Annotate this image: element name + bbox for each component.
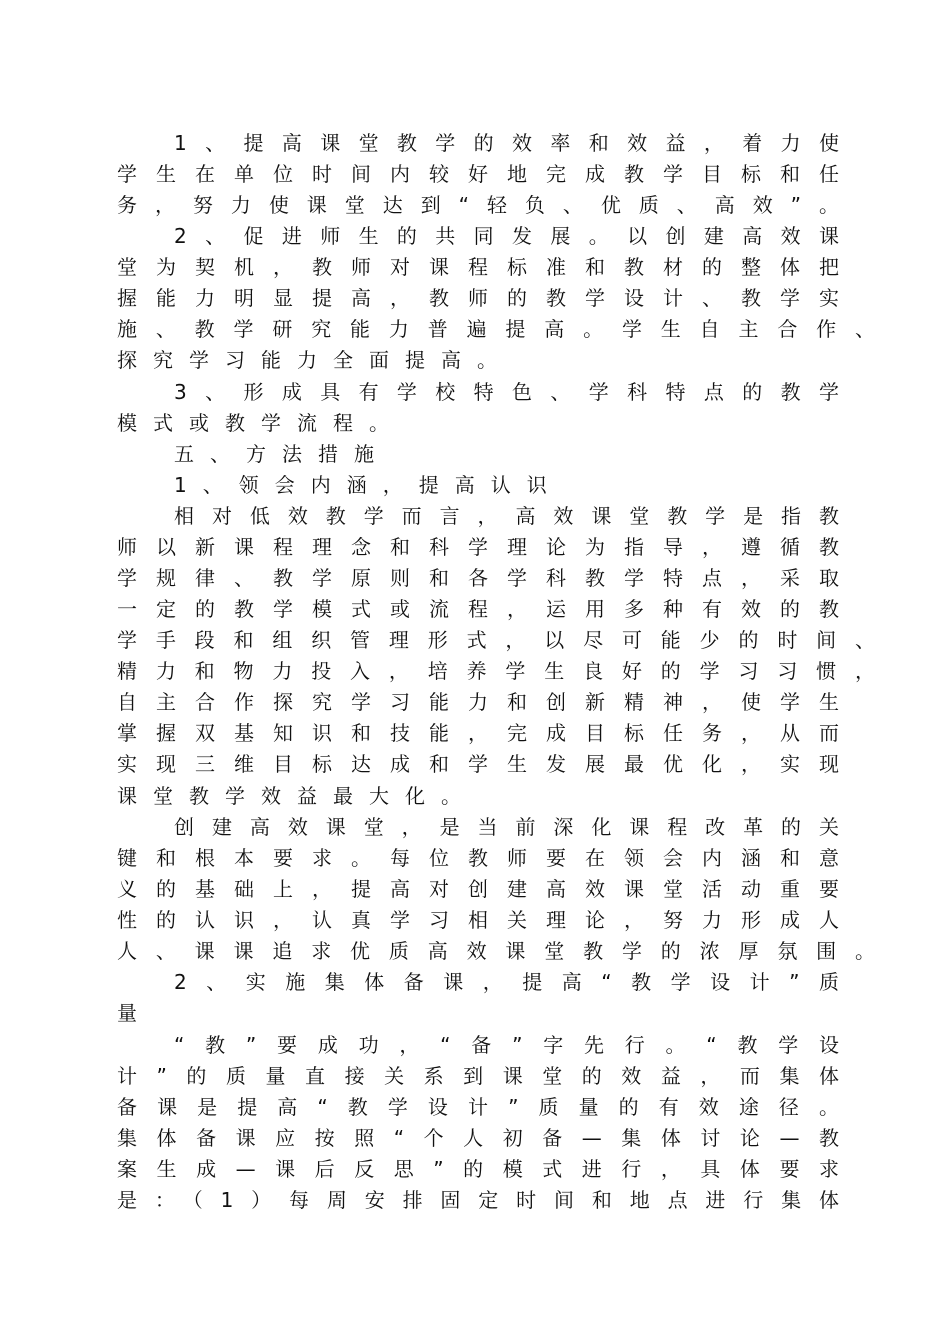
text-line: 精力和物力投入，培养学生良好的学习习惯， — [117, 659, 875, 683]
text-line: 备课是提高“教学设计”质量的有效途径。 — [117, 1095, 839, 1119]
text-line: 握能力明显提高，教师的教学设计、教学实 — [117, 286, 839, 310]
text-line: 人、课课追求优质高效课堂教学的浓厚氛围。 — [117, 939, 875, 963]
text-line: 1、提高课堂教学的效率和效益，着力使 — [174, 131, 839, 155]
section-heading: 五、方法措施 — [174, 442, 390, 466]
text-line: 掌握双基知识和技能，完成目标任务，从而 — [117, 721, 839, 745]
text-line: 相对低效教学而言，高效课堂教学是指教 — [174, 504, 839, 528]
text-line: 实现三维目标达成和学生发展最优化，实现 — [117, 752, 839, 776]
text-line: 探究学习能力全面提高。 — [117, 348, 513, 372]
text-line: 施、教学研究能力普遍提高。学生自主合作、 — [117, 317, 875, 341]
text-line: 学生在单位时间内较好地完成教学目标和任 — [117, 162, 839, 186]
text-line: 学规律、教学原则和各学科教学特点，采取 — [117, 566, 839, 590]
subsection-heading: 1、领会内涵，提高认识 — [174, 473, 563, 497]
text-line: 集体备课应按照“个人初备—集体讨论—教 — [117, 1126, 839, 1150]
text-line: 模式或教学流程。 — [117, 411, 405, 435]
text-line: 创建高效课堂，是当前深化课程改革的关 — [174, 815, 839, 839]
text-line: 义的基础上，提高对创建高效课堂活动重要 — [117, 877, 839, 901]
text-line: 课堂教学效益最大化。 — [117, 784, 477, 808]
text-line: 2、促进师生的共同发展。以创建高效课 — [174, 224, 839, 248]
text-line: 键和根本要求。每位教师要在领会内涵和意 — [117, 846, 839, 870]
text-line: 学手段和组织管理形式，以尽可能少的时间、 — [117, 628, 875, 652]
text-line: 案生成—课后反思”的模式进行，具体要求 — [117, 1157, 839, 1181]
text-line: 3、形成具有学校特色、学科特点的教学 — [174, 380, 839, 404]
text-line: 是：（1）每周安排固定时间和地点进行集体 — [117, 1188, 839, 1212]
text-line: 师以新课程理念和科学理论为指导，遵循教 — [117, 535, 839, 559]
text-line: 量 — [117, 1001, 151, 1025]
text-line: 务，努力使课堂达到“轻负、优质、高效”。 — [117, 193, 839, 217]
text-line: 性的认识，认真学习相关理论，努力形成人 — [117, 908, 839, 932]
text-line: 一定的教学模式或流程，运用多种有效的教 — [117, 597, 839, 621]
text-line: 自主合作探究学习能力和创新精神，使学生 — [117, 690, 839, 714]
text-line: “教”要成功，“备”字先行。“教学设 — [174, 1033, 839, 1057]
text-line: 堂为契机，教师对课程标准和教材的整体把 — [117, 255, 839, 279]
text-line: 计”的质量直接关系到课堂的效益，而集体 — [117, 1064, 839, 1088]
subsection-heading: 2、实施集体备课，提高“教学设计”质 — [174, 970, 839, 994]
